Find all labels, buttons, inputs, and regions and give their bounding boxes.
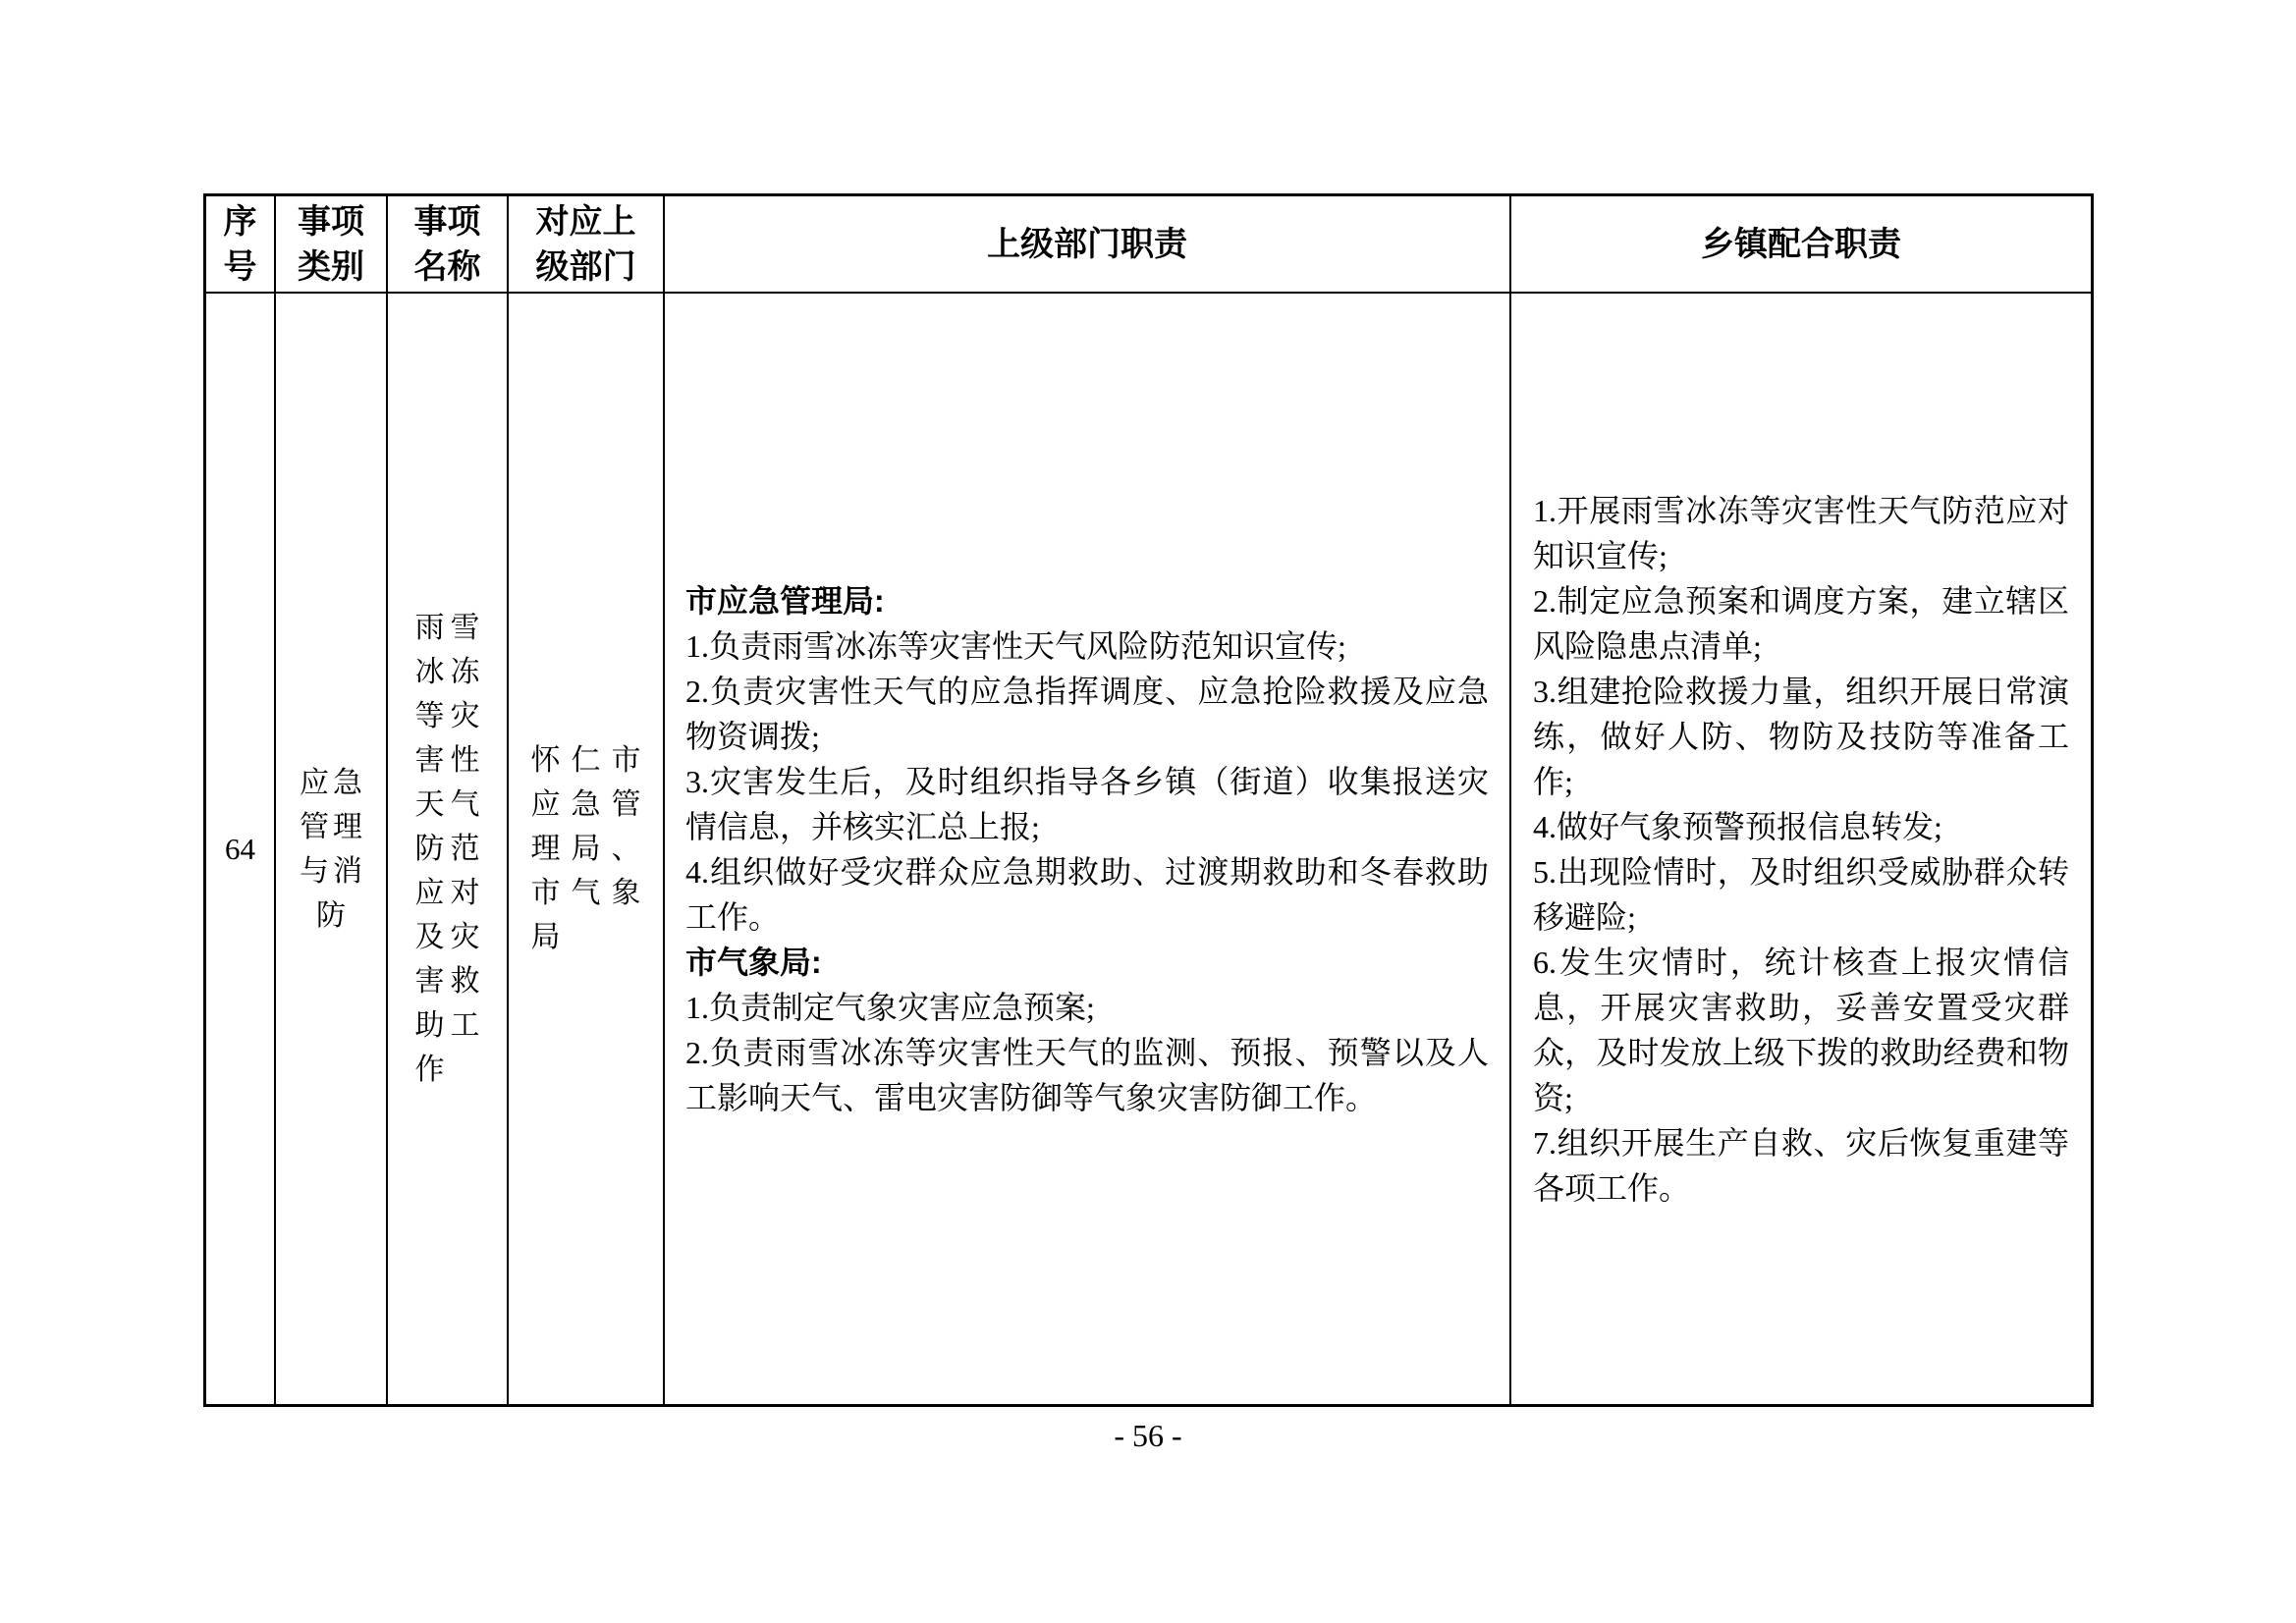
header-cell-superior-department: 对应上级部门 bbox=[509, 196, 665, 294]
duty-item: 5.出现险情时，及时组织受威胁群众转移避险; bbox=[1533, 853, 2069, 935]
header-cell-township-duties: 乡镇配合职责 bbox=[1511, 196, 2091, 294]
duty-item: 1.开展雨雪冰冻等灾害性天气防范应对知识宣传; bbox=[1533, 492, 2069, 573]
superior-department-text: 怀仁市应急管理局、市气象局 bbox=[530, 744, 641, 953]
cell-township-duties bbox=[1511, 294, 2091, 1404]
seq-value: 64 bbox=[225, 831, 255, 866]
cell-superior-duties bbox=[665, 294, 1511, 1404]
header-cell-item-name: 事项名称 bbox=[388, 196, 509, 294]
duty-item: 1.负责雨雪冰冻等灾害性天气风险防范知识宣传; bbox=[685, 627, 1346, 664]
duty-item: 6.发生灾情时，统计核查上报灾情信息，开展灾害救助，妥善安置受灾群众，及时发放上级下拨的救助经费和物资; bbox=[1533, 944, 2069, 1115]
duty-item: 2.制定应急预案和调度方案，建立辖区风险隐患点清单; bbox=[1533, 582, 2069, 664]
cell-seq bbox=[206, 294, 276, 1404]
duty-item: 2.负责灾害性天气的应急指挥调度、应急抢险救援及应急物资调拨; bbox=[685, 673, 1489, 754]
duty-item: 3.组建抢险救援力量，组织开展日常演练，做好人防、物防及技防等准备工作; bbox=[1533, 673, 2069, 799]
header-cell-category: 事项类别 bbox=[276, 196, 388, 294]
page-number: - 56 - bbox=[1114, 1418, 1182, 1453]
header-cell-superior-duties: 上级部门职责 bbox=[665, 196, 1511, 294]
duty-section-heading: 市气象局: bbox=[685, 944, 822, 980]
duty-section-heading: 市应急管理局: bbox=[685, 582, 885, 619]
cell-superior-department bbox=[509, 294, 665, 1404]
duty-item: 4.组织做好受灾群众应急期救助、过渡期救助和冬春救助工作。 bbox=[685, 853, 1489, 935]
cell-category bbox=[276, 294, 388, 1404]
header-cell-seq: 序号 bbox=[206, 196, 276, 294]
cell-item-name bbox=[388, 294, 509, 1404]
duty-item: 2.负责雨雪冰冻等灾害性天气的监测、预报、预警以及人工影响天气、雷电灾害防御等气象灾害防御工作。 bbox=[685, 1034, 1489, 1115]
item-name-text: 雨雪冰冻等灾害性天气防范应对及灾害救助工作 bbox=[414, 612, 480, 1086]
duty-item: 3.灾害发生后，及时组织指导各乡镇（街道）收集报送灾情信息，并核实汇总上报; bbox=[685, 763, 1489, 844]
duty-item: 4.做好气象预警预报信息转发; bbox=[1533, 808, 1942, 844]
category-text: 应急管理与消防 bbox=[300, 766, 362, 932]
duty-item: 7.组织开展生产自救、灾后恢复重建等各项工作。 bbox=[1533, 1124, 2069, 1206]
responsibility-table bbox=[203, 193, 2094, 1407]
duty-item: 1.负责制定气象灾害应急预案; bbox=[685, 989, 1095, 1025]
